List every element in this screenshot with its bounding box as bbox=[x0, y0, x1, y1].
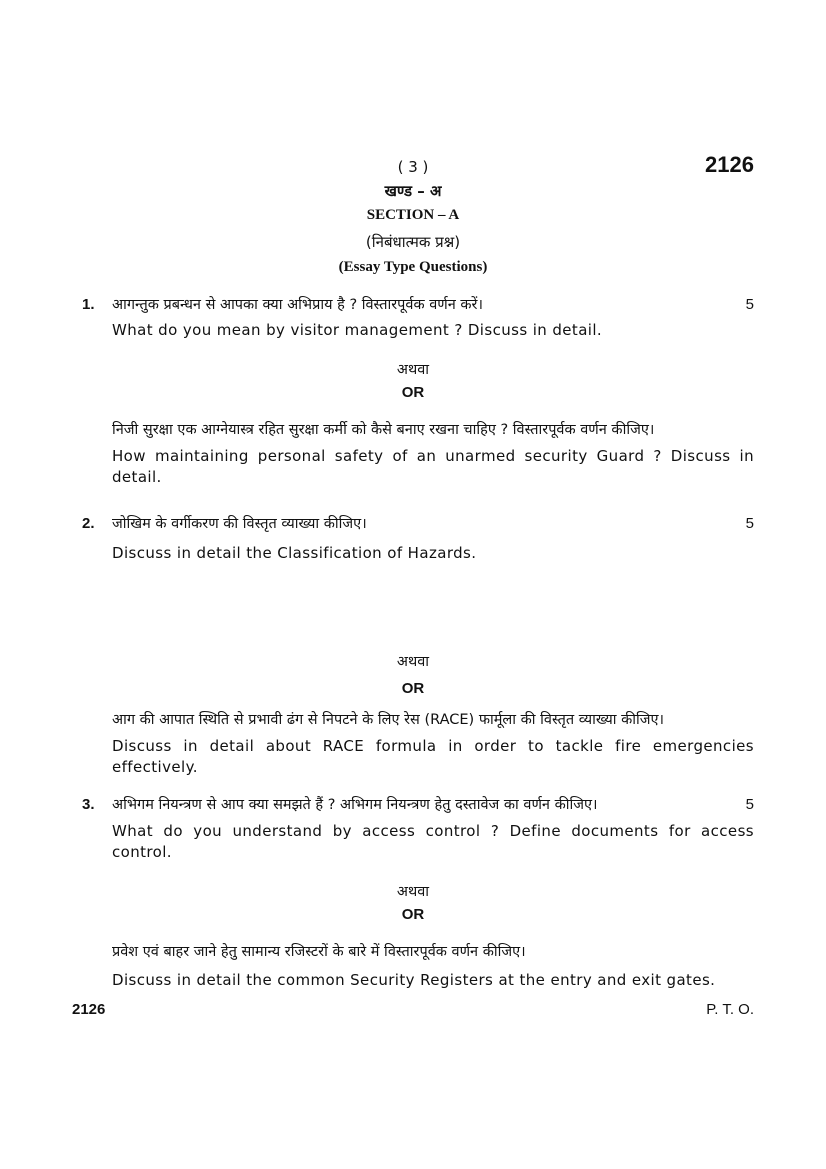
question-2-or-hindi: अथवा bbox=[396, 654, 430, 670]
question-3-english: What do you understand by access control ? Define documents for access control. bbox=[112, 822, 754, 861]
question-1-alt-english: How maintaining personal safety of an unarmed security Guard ? Discuss in detail. bbox=[112, 447, 754, 486]
paper-code-footer: 2126 bbox=[72, 1001, 106, 1018]
question-3-hindi: अभिगम नियन्त्रण से आप क्या समझते हैं ? अभिगम नियन्त्रण हेतु दस्तावेज का वर्णन कीजिए। bbox=[112, 797, 598, 813]
question-1-english: What do you mean by visitor management ? Discuss in detail. bbox=[112, 321, 603, 339]
question-2-alt-hindi: आग की आपात स्थिति से प्रभावी ढंग से निपटने के लिए रेस (RACE) फार्मूला की विस्तृत व्याख्या कीजिए। bbox=[112, 712, 665, 728]
section-title-hindi: खण्ड – अ bbox=[384, 182, 442, 200]
question-2-english: Discuss in detail the Classification of Hazards. bbox=[112, 544, 477, 562]
question-2-hindi: जोखिम के वर्गीकरण की विस्तृत व्याख्या कीजिए। bbox=[112, 516, 367, 532]
question-2-number: 2. bbox=[82, 515, 95, 532]
question-1-number: 1. bbox=[82, 296, 95, 313]
question-type-hindi: (निबंधात्मक प्रश्न) bbox=[365, 233, 461, 251]
page-number: ( 3 ) bbox=[397, 158, 429, 176]
question-2-or-english: OR bbox=[401, 680, 425, 697]
question-3-alt-hindi: प्रवेश एवं बाहर जाने हेतु सामान्य रजिस्टरों के बारे में विस्तारपूर्वक वर्णन कीजिए। bbox=[112, 944, 526, 960]
question-3-or-english: OR bbox=[401, 906, 425, 923]
question-1-alt-hindi: निजी सुरक्षा एक आग्नेयास्त्र रहित सुरक्षा कर्मी को कैसे बनाए रखना चाहिए ? विस्तारपूर्वक वर्णन कीजिए। bbox=[112, 422, 655, 438]
question-2-marks: 5 bbox=[745, 515, 754, 532]
section-title-english: SECTION – A bbox=[366, 207, 460, 223]
question-3-or-hindi: अथवा bbox=[396, 884, 430, 900]
question-1-marks: 5 bbox=[745, 296, 754, 313]
question-3-alt-english: Discuss in detail the common Security Registers at the entry and exit gates. bbox=[112, 971, 716, 989]
question-3-number: 3. bbox=[82, 796, 95, 813]
question-1-or-english: OR bbox=[401, 384, 425, 401]
question-3-marks: 5 bbox=[745, 796, 754, 813]
question-1-or-hindi: अथवा bbox=[396, 362, 430, 378]
question-type-english: (Essay Type Questions) bbox=[338, 259, 488, 275]
question-1-hindi: आगन्तुक प्रबन्धन से आपका क्या अभिप्राय है ? विस्तारपूर्वक वर्णन करें। bbox=[112, 297, 483, 313]
question-2-alt-english: Discuss in detail about RACE formula in order to tackle fire emergencies effectively. bbox=[112, 737, 754, 776]
paper-code-header: 2126 bbox=[705, 152, 754, 177]
pto-label: P. T. O. bbox=[706, 1001, 754, 1018]
